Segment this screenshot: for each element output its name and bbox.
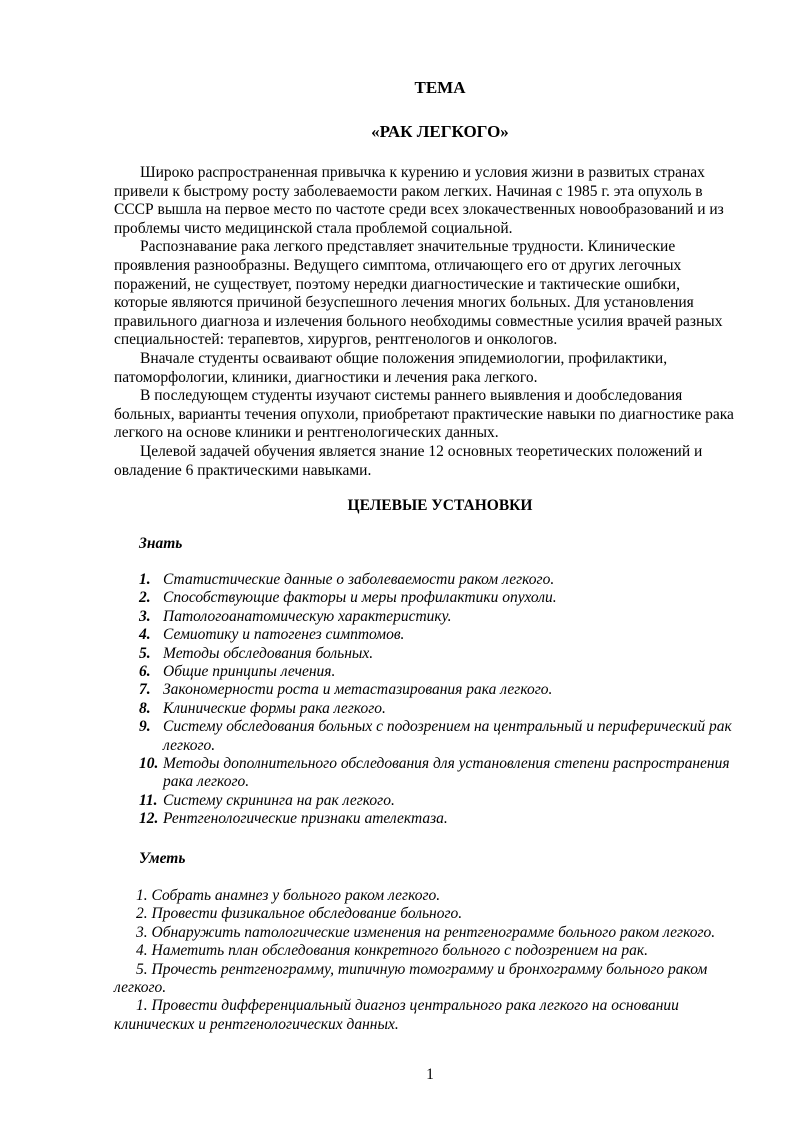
item-text: . Собрать анамнез у больного раком легкого. xyxy=(143,887,441,904)
item-text: Методы обследования больных. xyxy=(163,644,374,662)
item-number: 3 xyxy=(136,923,144,941)
list-item xyxy=(114,887,744,905)
item-text: Рентгенологические признаки ателектаза. xyxy=(163,810,448,828)
intro-paragraph: В последующем студенты изучают системы раннего выявления и дообследования больных, варианты течения опухоли, приобретают практические навыки по диагностике рака легкого на основе клиники и рентгенологических данных. xyxy=(114,387,734,442)
item-text: Семиотику и патогенез симптомов. xyxy=(163,626,405,644)
list-item xyxy=(139,645,739,663)
item-number: 11. xyxy=(139,791,158,809)
item-number: 10. xyxy=(139,755,159,773)
item-number: 1. xyxy=(139,571,151,588)
list-item xyxy=(139,755,739,792)
list-item xyxy=(139,608,739,626)
item-text: . Провести физикальное обследование больного. xyxy=(143,905,463,923)
list-item xyxy=(114,997,744,1034)
item-text: Систему обследования больных с подозрением на центральный и периферический рак легкого. xyxy=(163,718,732,754)
topic-title: «РАК ЛЕГКОГО» xyxy=(371,122,509,141)
item-text: Клинические формы рака легкого. xyxy=(163,699,386,717)
item-number: 3. xyxy=(139,607,151,625)
list-item xyxy=(139,589,739,607)
know-list xyxy=(139,571,739,829)
item-text: Способствующие факторы и меры профилактики опухоли. xyxy=(163,589,557,607)
item-number: 12. xyxy=(139,810,159,828)
intro-paragraph: Распознавание рака легкого представляет значительные трудности. Клинические проявления разнообразны. Ведущего симптома, отличающего его от других легочных поражений, не существует, поэтому нередки диагностические и тактические ошибки, которые являются причиной безуспешного лечения многих больных. Для установления правильного диагноза и излечения больного необходимы совместные усилия врачей разных специальностей: терапевтов, хирургов, рентгенологов и онкологов. xyxy=(114,238,723,349)
item-number: 4 xyxy=(136,942,144,960)
list-item xyxy=(114,924,744,942)
list-item xyxy=(139,626,739,644)
list-item xyxy=(139,700,739,718)
list-item xyxy=(139,810,739,828)
intro-text xyxy=(114,164,734,480)
item-number: 5. xyxy=(136,960,148,978)
item-number: 7. xyxy=(139,681,151,699)
item-number: 5. xyxy=(139,644,151,662)
list-item xyxy=(114,905,744,923)
item-text: Методы дополнительного обследования для установления степени распространения рака легкого. xyxy=(163,755,730,791)
item-text: Закономерности роста и метастазирования рака легкого. xyxy=(163,681,553,699)
item-number: 4. xyxy=(139,626,151,644)
list-item xyxy=(114,942,744,960)
list-item xyxy=(139,663,739,681)
item-number: 6. xyxy=(139,663,151,681)
intro-paragraph: Целевой задачей обучения является знание 12 основных теоретических положений и овладение 6 практическими навыками. xyxy=(114,442,703,479)
list-item xyxy=(139,792,739,810)
list-item xyxy=(139,681,739,699)
skills-heading: Уметь xyxy=(139,850,186,867)
item-number: 2 xyxy=(136,905,144,923)
list-item xyxy=(139,718,739,755)
page-number: 1 xyxy=(426,1066,434,1083)
theme-label: ТЕМА xyxy=(414,78,466,97)
item-text: Статистические данные о заболеваемости раком легкого. xyxy=(163,571,555,588)
item-number: 9. xyxy=(139,718,151,736)
item-number: 8. xyxy=(139,699,151,717)
item-text: . Наметить план обследования конкретного больного с подозрением на рак. xyxy=(143,942,648,960)
item-number: 2. xyxy=(139,589,151,607)
list-item xyxy=(139,571,739,589)
item-number: 1. xyxy=(136,997,148,1015)
intro-paragraph: Широко распространенная привычка к курению и условия жизни в развитых странах привели к быстрому росту заболеваемости раком легких. Начиная с 1985 г. эта опухоль в СССР вышла на первое место по частоте среди всех злокачественных новообразований и из проблемы чисто медицинской стала проблемой социальной. xyxy=(114,164,724,237)
item-text: Прочесть рентгенограмму, типичную томограмму и бронхограмму больного раком легкого. xyxy=(114,960,708,997)
list-item xyxy=(114,961,744,998)
item-text: Систему скрининга на рак легкого. xyxy=(163,791,395,809)
section-title: ЦЕЛЕВЫЕ УСТАНОВКИ xyxy=(347,497,533,514)
item-text: Общие принципы лечения. xyxy=(163,663,336,681)
item-text: Провести дифференциальный диагноз центрального рака легкого на основании клинических и рентгенологических данных. xyxy=(114,997,679,1033)
item-text: . Обнаружить патологические изменения на рентгенограмме больного раком легкого. xyxy=(143,923,716,941)
item-number: 1 xyxy=(136,887,144,904)
know-heading: Знать xyxy=(139,535,183,552)
skills-list xyxy=(114,887,744,1034)
intro-paragraph: Вначале студенты осваивают общие положения эпидемиологии, профилактики, патоморфологии, клиники, диагностики и лечения рака легкого. xyxy=(114,349,668,386)
item-text: Патологоанатомическую характеристику. xyxy=(163,607,452,625)
